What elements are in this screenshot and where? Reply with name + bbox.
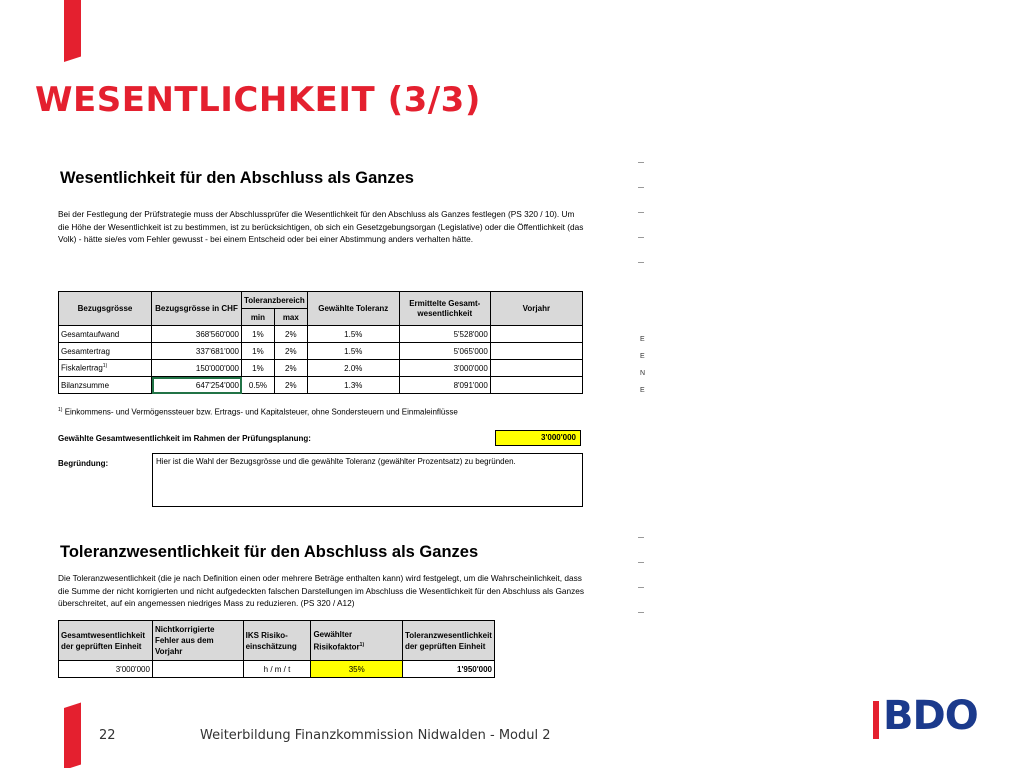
sheet-edge-tick (638, 162, 644, 163)
sheet-edge-tick (638, 562, 644, 563)
cell-basis-label: Fiskalertrag (61, 363, 103, 373)
cell-overall[interactable]: 3'000'000 (399, 360, 490, 377)
table-row (59, 377, 583, 394)
col-header-overall-materiality: Gesamtwesentlichkeit der geprüften Einheit (59, 621, 153, 661)
cell-basis[interactable]: Bilanzsumme (59, 377, 152, 394)
cell-overall[interactable]: 8'091'000 (399, 377, 490, 394)
section2-paragraph: Die Toleranzwesentlichkeit (die je nach Definition einen oder mehrere Beträge enthalten kann) wird festgelegt, um die Wahrscheinlichkeit, dass die Summe der nicht korrigierten und nicht aufgedeckten falschen Darstellungen im Abschluss die Wesentlichkeit für den Abschluss als Ganzes überschreitet, auf ein angemessen niedriges Mass zu reduzieren. (PS 320 / A12) (58, 573, 585, 609)
cell-iks[interactable]: h / m / t (243, 661, 311, 678)
cell-uncorrected[interactable] (152, 661, 243, 678)
cell-tolerance[interactable]: 1'950'000 (402, 661, 494, 678)
sheet-edge-tick (638, 587, 644, 588)
cell-max[interactable]: 2% (274, 360, 307, 377)
col-header-chosen-tolerance: Gewählte Toleranz (307, 292, 399, 326)
decorative-red-bar-top (64, 0, 81, 62)
clipped-side-text: E (640, 336, 645, 343)
clipped-side-text: N (640, 370, 646, 377)
bdo-logo (873, 695, 988, 745)
spreadsheet-image (56, 160, 646, 695)
col-header-risk-factor (311, 621, 403, 661)
col-header-max: max (274, 309, 307, 326)
col-header-basis-chf: Bezugsgrösse in CHF (152, 292, 242, 326)
col-header-tolerance-range: Toleranzbereich (242, 292, 308, 309)
decorative-red-bar-bottom (64, 702, 81, 768)
footer-text: Weiterbildung Finanzkommission Nidwalden - Modul 2 (200, 728, 551, 743)
cell-chosen[interactable]: 1.3% (307, 377, 399, 394)
sheet-edge-tick (638, 237, 644, 238)
section1-heading: Wesentlichkeit für den Abschluss als Ganzes (60, 169, 414, 187)
table-row (59, 326, 583, 343)
cell-max[interactable]: 2% (274, 343, 307, 360)
sheet-edge-tick (638, 187, 644, 188)
clipped-side-text: E (640, 353, 645, 360)
section2-heading: Toleranzwesentlichkeit für den Abschluss als Ganzes (60, 543, 479, 561)
cell-max[interactable]: 2% (274, 326, 307, 343)
cell-min[interactable]: 1% (242, 343, 275, 360)
clipped-side-text: E (640, 387, 645, 394)
footnote-marker: 1) (102, 363, 108, 370)
sheet-edge-tick (638, 612, 644, 613)
cell-chf[interactable]: 337'681'000 (152, 343, 242, 360)
cell-risk-factor[interactable]: 35% (311, 661, 403, 678)
col-header-uncorrected: Nichtkorrigierte Fehler aus dem Vorjahr (152, 621, 243, 661)
cell-basis[interactable] (59, 360, 152, 377)
cell-min[interactable]: 0.5% (242, 377, 275, 394)
cell-min[interactable]: 1% (242, 326, 275, 343)
footnote-marker: 1) (58, 407, 63, 413)
reason-label: Begründung: (58, 459, 109, 468)
cell-max[interactable]: 2% (274, 377, 307, 394)
page-number: 22 (99, 728, 116, 743)
footnote-text: Einkommens- und Vermögenssteuer bzw. Ertrags- und Kapitalsteuer, ohne Sondersteuern und Einmaleinflüsse (64, 407, 458, 417)
cell-prior[interactable] (490, 326, 582, 343)
cell-chf[interactable]: 150'000'000 (152, 360, 242, 377)
table-row (59, 343, 583, 360)
cell-chosen[interactable]: 2.0% (307, 360, 399, 377)
reason-field[interactable]: Hier ist die Wahl der Bezugsgrösse und die gewählte Toleranz (gewählter Prozentsatz) zu begründen. (152, 453, 583, 507)
cell-min[interactable]: 1% (242, 360, 275, 377)
section1-paragraph: Bei der Festlegung der Prüfstrategie muss der Abschlussprüfer die Wesentlichkeit für den Abschluss als Ganzes festlegen (PS 320 / 10). Um die Höhe der Wesentlichkeit ist zu bestimmen, ist zu berücksichtigen, ob sich ein Gesetzgebungsorgan (Legislative) oder die Öffentlichkeit (das Volk) - hätte sie/es vom Fehler gewusst - bei einem Entscheid oder bei einer Abstimmung anders verhalten hätte. (58, 209, 584, 245)
cell-basis[interactable]: Gesamtaufwand (59, 326, 152, 343)
col-header-overall: Ermittelte Gesamt-wesentlichkeit (399, 292, 490, 326)
footnote (58, 407, 458, 417)
col-header-basis: Bezugsgrösse (59, 292, 152, 326)
cell-prior[interactable] (490, 343, 582, 360)
cell-overall[interactable]: 5'528'000 (399, 326, 490, 343)
cell-chf[interactable]: 368'560'000 (152, 326, 242, 343)
cell-overall[interactable]: 5'065'000 (399, 343, 490, 360)
sheet-edge-tick (638, 212, 644, 213)
logo-bracket (873, 701, 879, 739)
cell-chosen[interactable]: 1.5% (307, 343, 399, 360)
cell-basis[interactable]: Gesamtertrag (59, 343, 152, 360)
materiality-table (58, 291, 583, 394)
cell-overall-materiality[interactable]: 3'000'000 (59, 661, 153, 678)
col-header-iks: IKS Risiko-einschätzung (243, 621, 311, 661)
tolerance-table (58, 620, 495, 678)
col-header-prior-year: Vorjahr (490, 292, 582, 326)
chosen-materiality-label: Gewählte Gesamtwesentlichkeit im Rahmen der Prüfungsplanung: (58, 434, 311, 443)
sheet-edge-tick (638, 262, 644, 263)
cell-prior[interactable] (490, 377, 582, 394)
footnote-marker: 1) (359, 641, 365, 648)
cell-chf-selected[interactable]: 647'254'000 (152, 377, 242, 394)
col-header-tolerance: Toleranzwesentlichkeit der geprüften Einheit (402, 621, 494, 661)
table-row (59, 661, 495, 678)
cell-prior[interactable] (490, 360, 582, 377)
chosen-materiality-value[interactable]: 3'000'000 (495, 430, 581, 446)
table-row (59, 360, 583, 377)
sheet-edge-tick (638, 537, 644, 538)
cell-chosen[interactable]: 1.5% (307, 326, 399, 343)
logo-text: BDO (883, 693, 978, 739)
risk-factor-label: Gewählter Risikofaktor (313, 629, 360, 652)
col-header-min: min (242, 309, 275, 326)
slide-title: WESENTLICHKEIT (3/3) (35, 80, 481, 120)
